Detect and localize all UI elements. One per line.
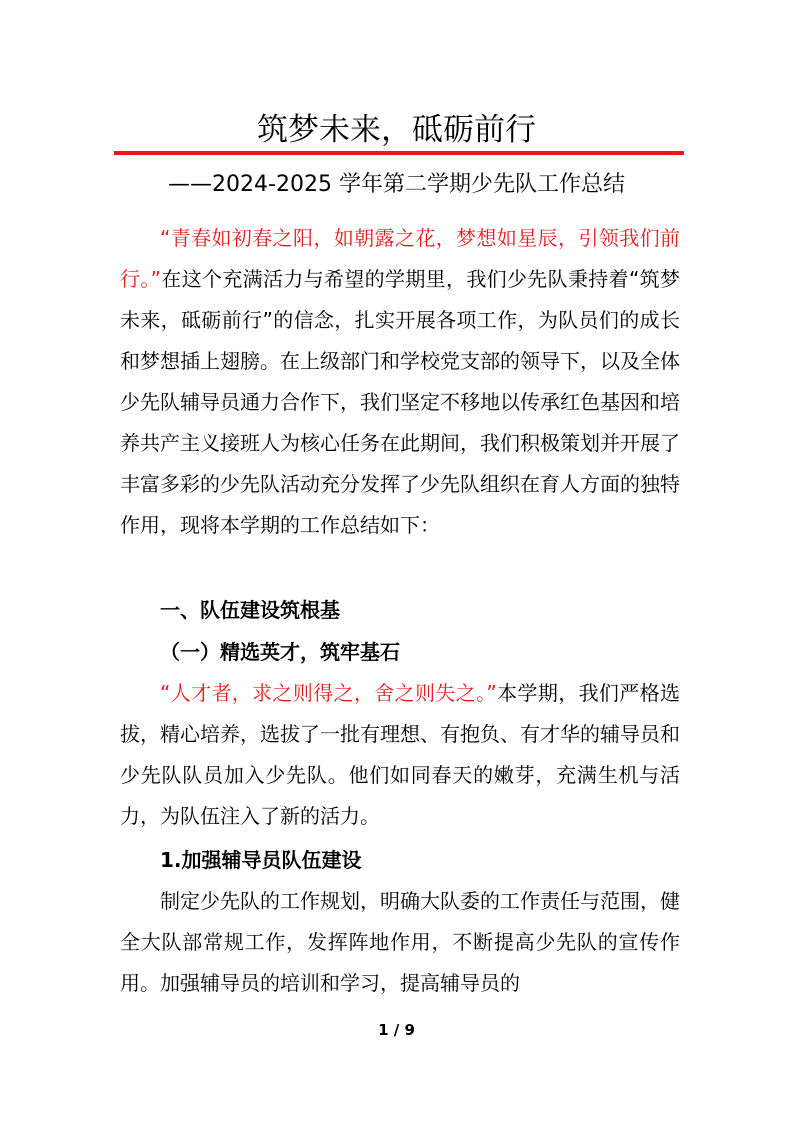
- document-subtitle: ——2024-2025 学年第二学期少先队工作总结: [168, 172, 625, 197]
- subsection-heading-select-talent: （一）精选英才，筑牢基石: [160, 640, 400, 664]
- intro-text: 在这个充满活力与希望的学期里，我们少先队秉持着“筑梦未来，砥砺前行”的信念，扎实开展各项工作，为队员们的成长和梦想插上翅膀。在上级部门和学校党支部的领导下，以及全体少先队辅导员通力合作下，我们坚定不移地以传承红色基因和培养共产主义接班人为核心任务在此期间，我们积极策划并开展了丰富多彩的少先队活动充分发挥了少先队组织在育人方面的独特作用，现将本学期的工作总结如下：: [120, 267, 680, 537]
- document-title: 筑梦未来，砥砺前行: [257, 112, 536, 148]
- subsection-paragraph-block: [120, 673, 680, 837]
- item-paragraph-block: [120, 881, 680, 1004]
- item-heading-counselor-team: 1.加强辅导员队伍建设: [160, 848, 362, 872]
- page-number: 1 / 9: [378, 1021, 415, 1039]
- intro-paragraph-block: [120, 218, 680, 546]
- section-heading-team-building: 一、队伍建设筑根基: [160, 598, 340, 622]
- title-underline-rule: [114, 151, 684, 155]
- intro-quote: “青春如初春之阳，如朝露之花，梦想如星辰，引领我们前行。”: [120, 226, 680, 291]
- subsection-paragraph: [120, 673, 680, 837]
- item-paragraph: 制定少先队的工作规划，明确大队委的工作责任与范围，健全大队部常规工作，发挥阵地作用，不断提高少先队的宣传作用。加强辅导员的培训和学习，提高辅导员的: [120, 889, 680, 995]
- subsection-quote: “人才者，求之则得之，舍之则失之。”: [160, 681, 497, 705]
- subsection-text: 本学期，我们严格选拔，精心培养，选拔了一批有理想、有抱负、有才华的辅导员和少先队队员加入少先队。他们如同春天的嫩芽，充满生机与活力，为队伍注入了新的活力。: [120, 681, 680, 828]
- intro-paragraph: [120, 218, 680, 546]
